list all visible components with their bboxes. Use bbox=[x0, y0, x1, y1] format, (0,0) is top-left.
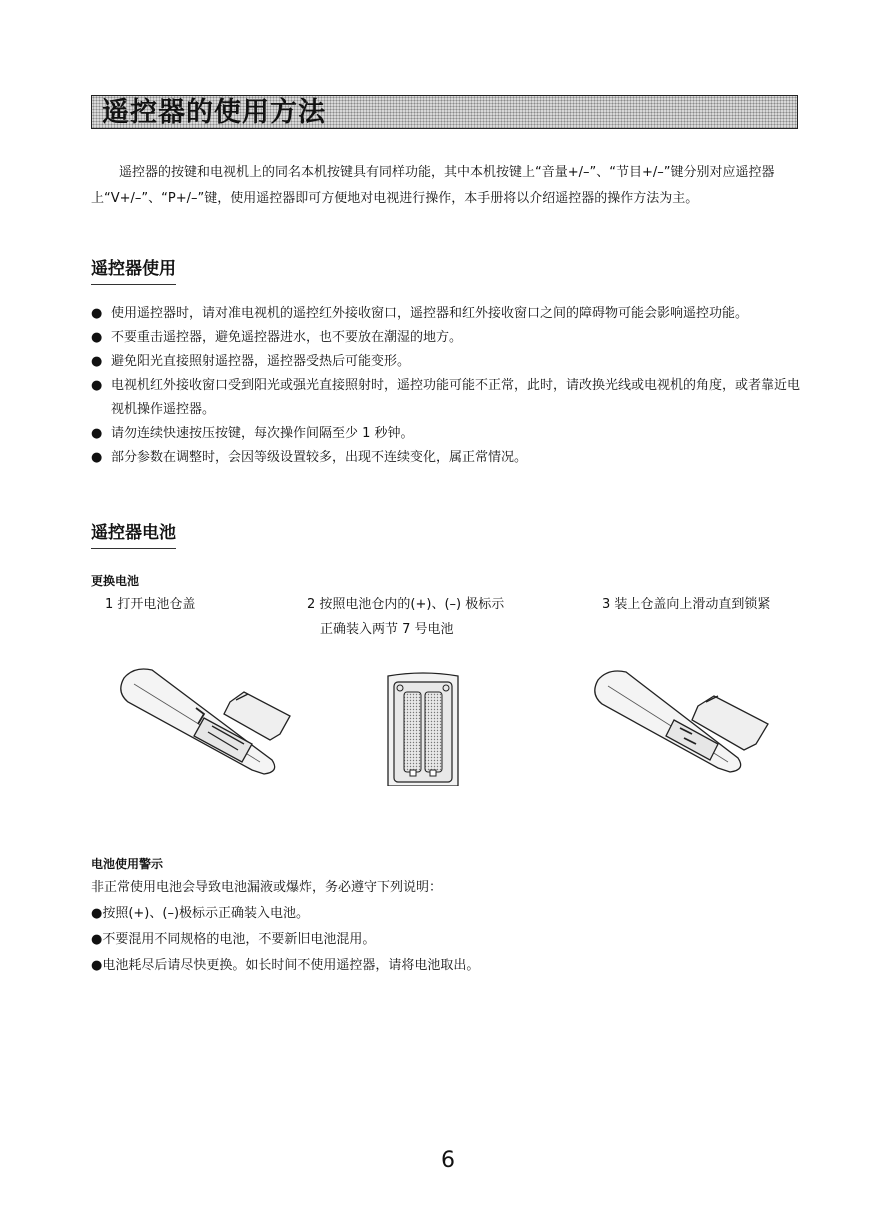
list-item: ●按照(+)、(–)极标示正确装入电池。 bbox=[91, 906, 310, 921]
battery-warning-list bbox=[91, 875, 479, 979]
warning-intro: 非正常使用电池会导致电池漏液或爆炸，务必遵守下列说明： bbox=[91, 880, 443, 895]
step-2-label: 2 按照电池仓内的(+)、(–) 极标示 bbox=[307, 597, 505, 612]
list-item: ●电池耗尽后请尽快更换。如长时间不使用遥控器，请将电池取出。 bbox=[91, 958, 480, 973]
step-2-label-cont: 正确装入两节 7 号电池 bbox=[320, 622, 454, 637]
step-3-label: 3 装上仓盖向上滑动直到锁紧 bbox=[602, 597, 771, 612]
page-number: 6 bbox=[441, 1148, 455, 1173]
intro-paragraph: 遥控器的按键和电视机上的同名本机按键具有同样功能，其中本机按键上“音量+/–”、“节目+/–”键分别对应遥控器上“V+/–”、“P+/–”键，使用遥控器即可方便地对电视进行操作，本手册将以介绍遥控器的操作方法为主。 bbox=[91, 165, 775, 206]
page-title-banner bbox=[91, 95, 798, 129]
usage-heading: 遥控器使用 bbox=[91, 258, 176, 285]
remote-close-cover-illustration bbox=[588, 662, 778, 782]
list-item: ● 使用遥控器时，请对准电视机的遥控红外接收窗口，遥控器和红外接收窗口之间的障碍物可能会影响遥控功能。 bbox=[91, 302, 803, 326]
list-item: ● 不要重击遥控器，避免遥控器进水，也不要放在潮湿的地方。 bbox=[91, 326, 803, 350]
list-item: ● 部分参数在调整时，会因等级设置较多，出现不连续变化，属正常情况。 bbox=[91, 446, 803, 470]
usage-list bbox=[91, 302, 803, 470]
battery-warning-title: 电池使用警示 bbox=[91, 857, 164, 871]
list-item: ● 电视机红外接收窗口受到阳光或强光直接照射时，遥控功能可能不正常，此时，请改换光线或电视机的角度，或者靠近电视机操作遥控器。 bbox=[91, 374, 803, 422]
list-item: ● 避免阳光直接照射遥控器，遥控器受热后可能变形。 bbox=[91, 350, 803, 374]
list-item: ●不要混用不同规格的电池，不要新旧电池混用。 bbox=[91, 932, 376, 947]
replace-battery-title: 更换电池 bbox=[91, 574, 140, 588]
page-title: 遥控器的使用方法 bbox=[102, 97, 326, 128]
battery-compartment-illustration bbox=[382, 672, 464, 786]
step-1-label: 1 打开电池仓盖 bbox=[105, 597, 196, 612]
battery-heading: 遥控器电池 bbox=[91, 522, 176, 549]
remote-open-cover-illustration bbox=[112, 662, 302, 782]
list-item: ● 请勿连续快速按压按键，每次操作间隔至少 1 秒钟。 bbox=[91, 422, 803, 446]
